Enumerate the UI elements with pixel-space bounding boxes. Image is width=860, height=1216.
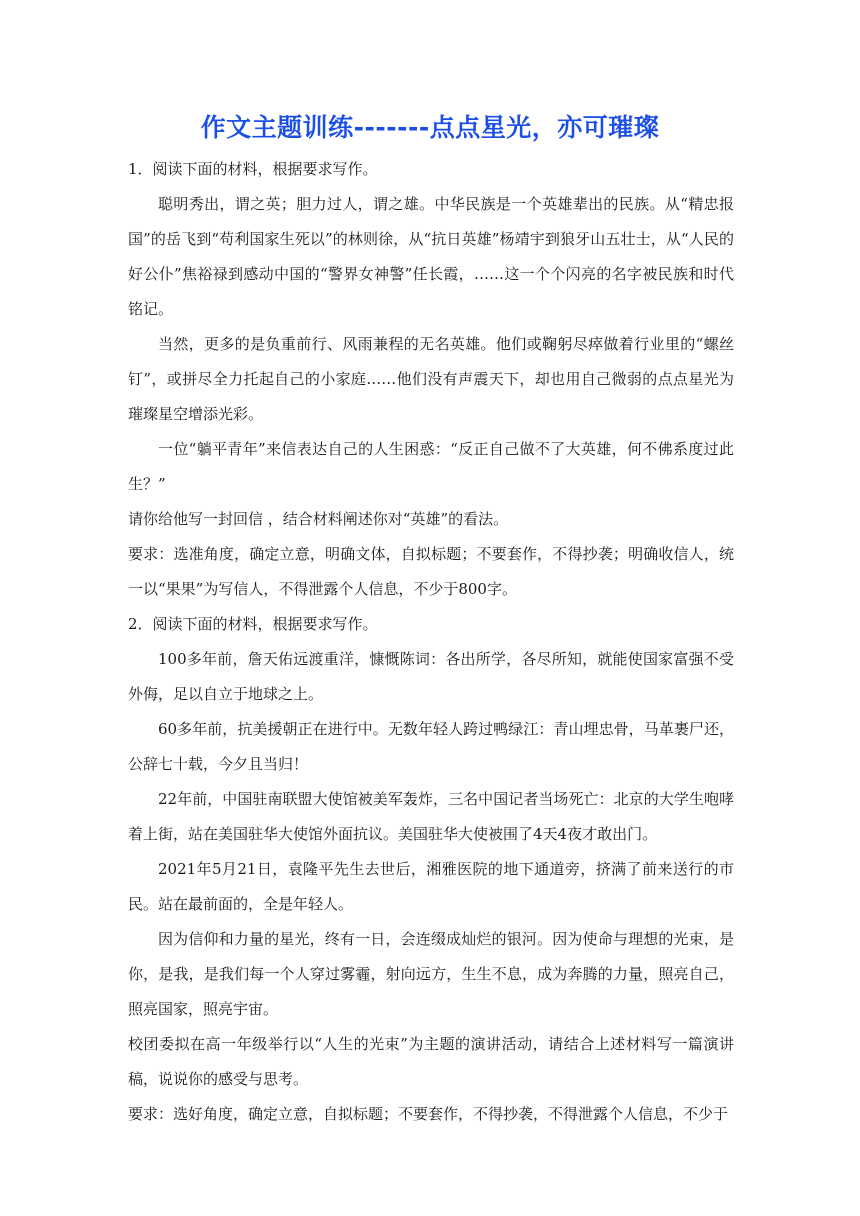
question-1-task: 请你给他写一封回信 ，结合材料阐述你对“英雄”的看法。	[128, 510, 509, 528]
question-2-task: 校团委拟在高一年级举行以“人生的光束”为主题的演讲活动，请结合上述材料写一篇演讲稿，说说你的感受与思考。	[128, 1035, 734, 1088]
question-2-paragraph: 100多年前，詹天佑远渡重洋，慷慨陈词：各出所学，各尽所知，就能使国家富强不受外侮，足以自立于地球之上。	[128, 650, 734, 703]
question-1-paragraph: 当然，更多的是负重前行、风雨兼程的无名英雄。他们或鞠躬尽瘁做着行业里的“螺丝钉”，或拼尽全力托起自己的小家庭……他们没有声震天下，却也用自己微弱的点点星光为璀璨星空增添光彩。	[128, 335, 734, 423]
question-1-requirement: 要求：选准角度，确定立意，明确文体，自拟标题；不要套作，不得抄袭；明确收信人，统一以“果果”为写信人，不得泄露个人信息，不少于800字。	[128, 545, 734, 598]
question-1-paragraph: 一位“躺平青年”来信表达自己的人生困惑：“反正自己做不了大英雄，何不佛系度过此生？”	[128, 440, 734, 493]
document-body	[128, 152, 734, 1132]
question-2-requirement: 要求：选好角度，确定立意，自拟标题；不要套作，不得抄袭，不得泄露个人信息，不少于	[128, 1105, 729, 1123]
question-2-heading: 2．阅读下面的材料，根据要求写作。	[128, 615, 378, 633]
question-2-paragraph: 因为信仰和力量的星光，终有一日，会连缀成灿烂的银河。因为使命与理想的光束，是你，是我，是我们每一个人穿过雾霾，射向远方，生生不息，成为奔腾的力量，照亮自己，照亮国家，照亮宇宙。	[128, 930, 734, 1018]
question-2-paragraph: 2021年5月21日，袁隆平先生去世后，湘雅医院的地下通道旁，挤满了前来送行的市民。站在最前面的，全是年轻人。	[128, 860, 734, 913]
question-1-heading: 1．阅读下面的材料，根据要求写作。	[128, 160, 378, 178]
question-2-paragraph: 60多年前，抗美援朝正在进行中。无数年轻人跨过鸭绿江：青山埋忠骨，马革裹尸还，公辞七十载，今夕且当归！	[128, 720, 734, 773]
page-title: 作文主题训练-------点点星光，亦可璀璨	[200, 113, 660, 142]
question-2-paragraph: 22年前，中国驻南联盟大使馆被美军轰炸，三名中国记者当场死亡：北京的大学生咆哮着上街，站在美国驻华大使馆外面抗议。美国驻华大使被围了4天4夜才敢出门。	[128, 790, 734, 843]
question-1-paragraph: 聪明秀出，谓之英；胆力过人，谓之雄。中华民族是一个英雄辈出的民族。从“精忠报国”的岳飞到“苟利国家生死以”的林则徐，从“抗日英雄”杨靖宇到狼牙山五壮士，从“人民的好公仆”焦裕禄到感动中国的“警界女神警”任长霞，……这一个个闪亮的名字被民族和时代铭记。	[128, 195, 734, 318]
